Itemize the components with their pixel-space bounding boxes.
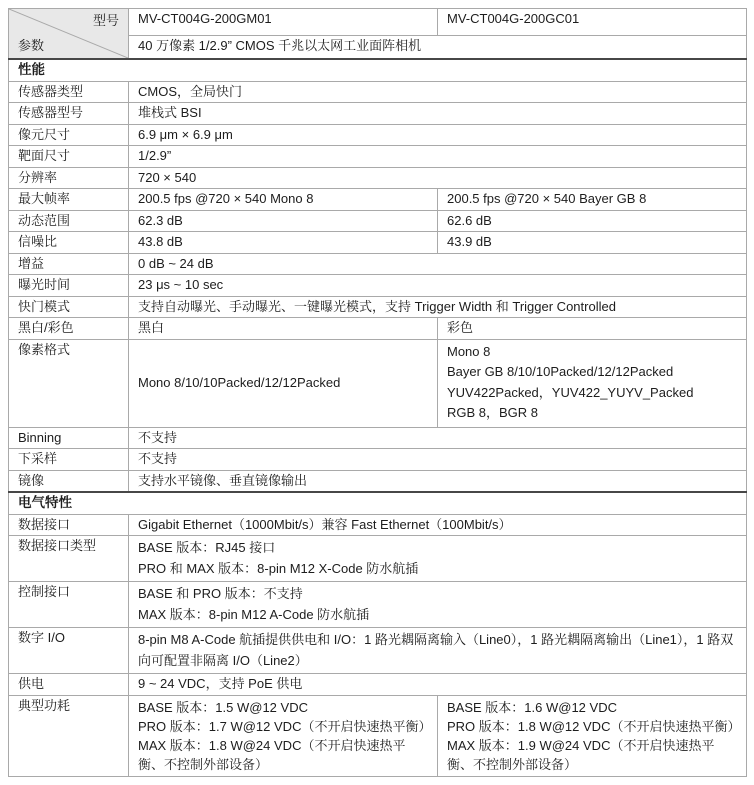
spec-value: 6.9 μm × 6.9 μm <box>129 124 747 146</box>
row-label: 黑白/彩色 <box>9 318 129 340</box>
row-label: 控制接口 <box>9 582 129 628</box>
spec-line: MAX 版本：1.9 W@24 VDC（不开启快速热平衡、不控制外部设备） <box>447 737 715 772</box>
table-row-power-consumption <box>9 695 747 776</box>
row-label: 最大帧率 <box>9 189 129 211</box>
row-label: 分辨率 <box>9 167 129 189</box>
spec-value: 23 μs ~ 10 sec <box>129 275 747 297</box>
spec-value-left: 43.8 dB <box>129 232 438 254</box>
row-label: 曝光时间 <box>9 275 129 297</box>
table-row <box>9 275 747 297</box>
table-row <box>9 81 747 103</box>
table-row <box>9 536 747 582</box>
spec-table <box>8 8 747 777</box>
spec-line: BASE 版本：1.5 W@12 VDC <box>138 699 308 715</box>
row-label: 动态范围 <box>9 210 129 232</box>
corner-cell <box>9 9 129 60</box>
section-title: 电气特性 <box>9 492 747 514</box>
spec-value-left: 62.3 dB <box>129 210 438 232</box>
row-label: 下采样 <box>9 449 129 471</box>
spec-value: 8-pin M8 A-Code 航插提供供电和 I/O：1 路光耦隔离输入（Line0），1 路光耦隔离输出（Line1），1 路双向可配置非隔离 I/O（Line2） <box>129 628 747 674</box>
table-row <box>9 189 747 211</box>
table-row <box>9 232 747 254</box>
spec-line: BASE 版本：1.6 W@12 VDC <box>447 699 617 715</box>
section-row-electrical <box>9 492 747 514</box>
table-row <box>9 582 747 628</box>
spec-value: 1/2.9” <box>129 146 747 168</box>
spec-line: BASE 和 PRO 版本：不支持 <box>138 586 303 601</box>
spec-value-right: 彩色 <box>438 318 747 340</box>
section-row-performance <box>9 59 747 81</box>
spec-value <box>129 536 747 582</box>
row-label: 数据接口 <box>9 514 129 536</box>
table-row <box>9 318 747 340</box>
spec-value-left: 200.5 fps @720 × 540 Mono 8 <box>129 189 438 211</box>
model-name-left: MV-CT004G-200GM01 <box>129 9 438 36</box>
table-row <box>9 427 747 449</box>
table-row-pixel-format <box>9 339 747 427</box>
row-label: 快门模式 <box>9 296 129 318</box>
spec-line: Bayer GB 8/10/10Packed/12/12Packed <box>447 364 674 379</box>
spec-value: 支持水平镜像、垂直镜像输出 <box>129 470 747 492</box>
spec-value: 堆栈式 BSI <box>129 103 747 125</box>
spec-value-right <box>438 339 747 427</box>
spec-value: 不支持 <box>129 427 747 449</box>
table-row <box>9 124 747 146</box>
row-label: 数据接口类型 <box>9 536 129 582</box>
spec-value-right: 62.6 dB <box>438 210 747 232</box>
table-row <box>9 628 747 674</box>
corner-label-model: 型号 <box>92 13 119 28</box>
spec-line: MAX 版本：1.8 W@24 VDC（不开启快速热平衡、不控制外部设备） <box>138 737 406 772</box>
row-label: 信噪比 <box>9 232 129 254</box>
model-name-right: MV-CT004G-200GC01 <box>438 9 747 36</box>
spec-value: 不支持 <box>129 449 747 471</box>
spec-line: YUV422Packed，YUV422_YUYV_Packed <box>447 384 694 400</box>
table-row <box>9 146 747 168</box>
spec-line: PRO 和 MAX 版本：8-pin M12 X-Code 防水航插 <box>138 560 419 576</box>
product-description: 40 万像素 1/2.9” CMOS 千兆以太网工业面阵相机 <box>129 36 747 60</box>
row-label: 传感器型号 <box>9 103 129 125</box>
table-row <box>9 210 747 232</box>
row-label: Binning <box>9 427 129 449</box>
spec-line: PRO 版本：1.8 W@12 VDC（不开启快速热平衡） <box>447 718 741 734</box>
row-label: 增益 <box>9 253 129 275</box>
spec-value: 支持自动曝光、手动曝光、一键曝光模式，支持 Trigger Width 和 Trigger Controlled <box>129 296 747 318</box>
row-label: 像素格式 <box>9 339 129 427</box>
corner-label-parameter: 参数 <box>18 37 45 53</box>
spec-value: Gigabit Ethernet（1000Mbit/s）兼容 Fast Ethernet（100Mbit/s） <box>129 514 747 536</box>
spec-line: BASE 版本：RJ45 接口 <box>138 540 276 555</box>
row-label: 靶面尺寸 <box>9 146 129 168</box>
row-label: 典型功耗 <box>9 695 129 776</box>
spec-line: RGB 8，BGR 8 <box>447 405 539 420</box>
spec-line: Mono 8 <box>447 343 491 359</box>
spec-value-left: 黑白 <box>129 318 438 340</box>
spec-value <box>129 582 747 628</box>
row-label: 传感器类型 <box>9 81 129 103</box>
table-row <box>9 167 747 189</box>
spec-value: 720 × 540 <box>129 167 747 189</box>
row-label: 供电 <box>9 674 129 696</box>
row-label: 镜像 <box>9 470 129 492</box>
spec-value-right: 200.5 fps @720 × 540 Bayer GB 8 <box>438 189 747 211</box>
spec-value-left <box>129 695 438 776</box>
row-label: 数字 I/O <box>9 628 129 674</box>
spec-value: 0 dB ~ 24 dB <box>129 253 747 275</box>
table-row <box>9 103 747 125</box>
table-row <box>9 470 747 492</box>
section-title: 性能 <box>9 59 747 81</box>
table-row <box>9 449 747 471</box>
spec-value: 9 ~ 24 VDC，支持 PoE 供电 <box>129 674 747 696</box>
table-row <box>9 514 747 536</box>
spec-line: MAX 版本：8-pin M12 A-Code 防水航插 <box>138 606 370 622</box>
header-row-models <box>9 9 747 36</box>
spec-line: PRO 版本：1.7 W@12 VDC（不开启快速热平衡） <box>138 718 432 734</box>
spec-value-right <box>438 695 747 776</box>
table-row <box>9 674 747 696</box>
spec-value: CMOS，全局快门 <box>129 81 747 103</box>
spec-value-right: 43.9 dB <box>438 232 747 254</box>
row-label: 像元尺寸 <box>9 124 129 146</box>
table-row <box>9 253 747 275</box>
spec-value-left: Mono 8/10/10Packed/12/12Packed <box>129 339 438 427</box>
table-row <box>9 296 747 318</box>
